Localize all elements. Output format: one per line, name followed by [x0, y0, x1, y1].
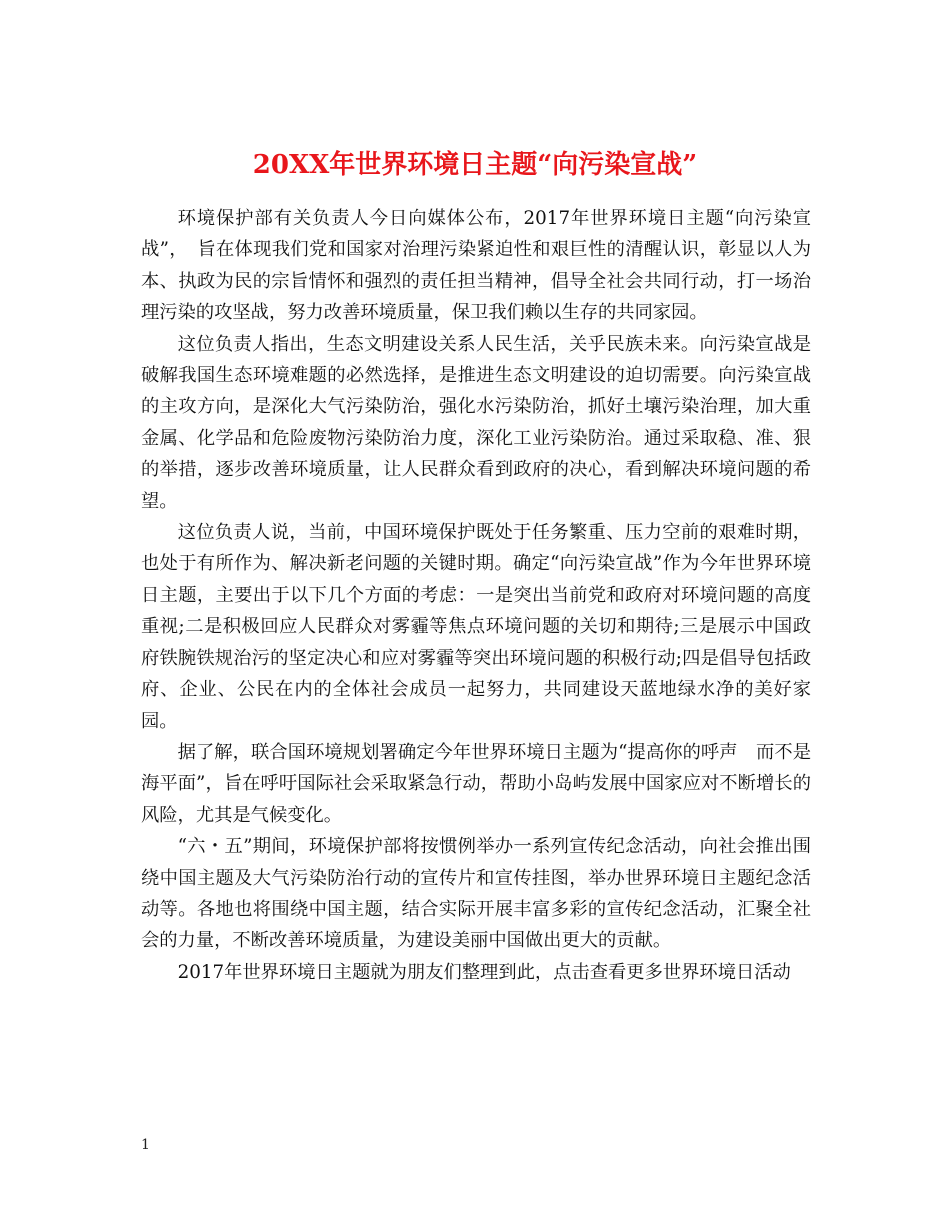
paragraph-1: 环境保护部有关负责人今日向媒体公布，2017年世界环境日主题“向污染宣战”， 旨在体现我们党和国家对治理污染紧迫性和艰巨性的清醒认识，彰显以人为本、执政为民的宗旨情怀和强烈的责任担当精神，倡导全社会共同行动，打一场治理污染的攻坚战，努力改善环境质量，保卫我们赖以生存的共同家园。 [141, 208, 811, 324]
paragraph-5: “六・五”期间，环境保护部将按惯例举办一系列宣传纪念活动，向社会推出围绕中国主题及大气污染防治行动的宣传片和宣传挂图，举办世界环境日主题纪念活动等。各地也将围绕中国主题，结合实际开展丰富多彩的宣传纪念活动，汇聚全社会的力量，不断改善环境质量，为建设美丽中国做出更大的贡献。 [141, 836, 811, 952]
paragraph-3: 这位负责人说，当前，中国环境保护既处于任务繁重、压力空前的艰难时期，也处于有所作为、解决新老问题的关键时期。确定“向污染宣战”作为今年世界环境日主题，主要出于以下几个方面的考虑：一是突出当前党和政府对环境问题的高度重视;二是积极回应人民群众对雾霾等焦点环境问题的关切和期待;三是展示中国政府铁腕铁规治污的坚定决心和应对雾霾等突出环境问题的积极行动;四是倡导包括政府、企业、公民在内的全体社会成员一起努力，共同建设天蓝地绿水净的美好家园。 [141, 522, 811, 732]
paragraph-2: 这位负责人指出，生态文明建设关系人民生活，关乎民族未来。向污染宣战是破解我国生态环境难题的必然选择，是推进生态文明建设的迫切需要。向污染宣战的主攻方向，是深化大气污染防治，强化水污染防治，抓好土壤污染治理，加大重金属、化学品和危险废物污染防治力度，深化工业污染防治。通过采取稳、准、狠的举措，逐步改善环境质量，让人民群众看到政府的决心，看到解决环境问题的希望。 [141, 333, 811, 512]
document-body [141, 203, 811, 988]
paragraph-4: 据了解，联合国环境规划署确定今年世界环境日主题为“提高你的呼声 而不是海平面”，旨在呼吁国际社会采取紧急行动，帮助小岛屿发展中国家应对不断增长的风险，尤其是气候变化。 [141, 741, 811, 826]
document-title: 20XX年世界环境日主题“向污染宣战” [252, 150, 698, 181]
paragraph-6: 2017年世界环境日主题就为朋友们整理到此，点击查看更多世界环境日活动 [177, 961, 791, 983]
page-number: 1 [141, 1137, 150, 1153]
